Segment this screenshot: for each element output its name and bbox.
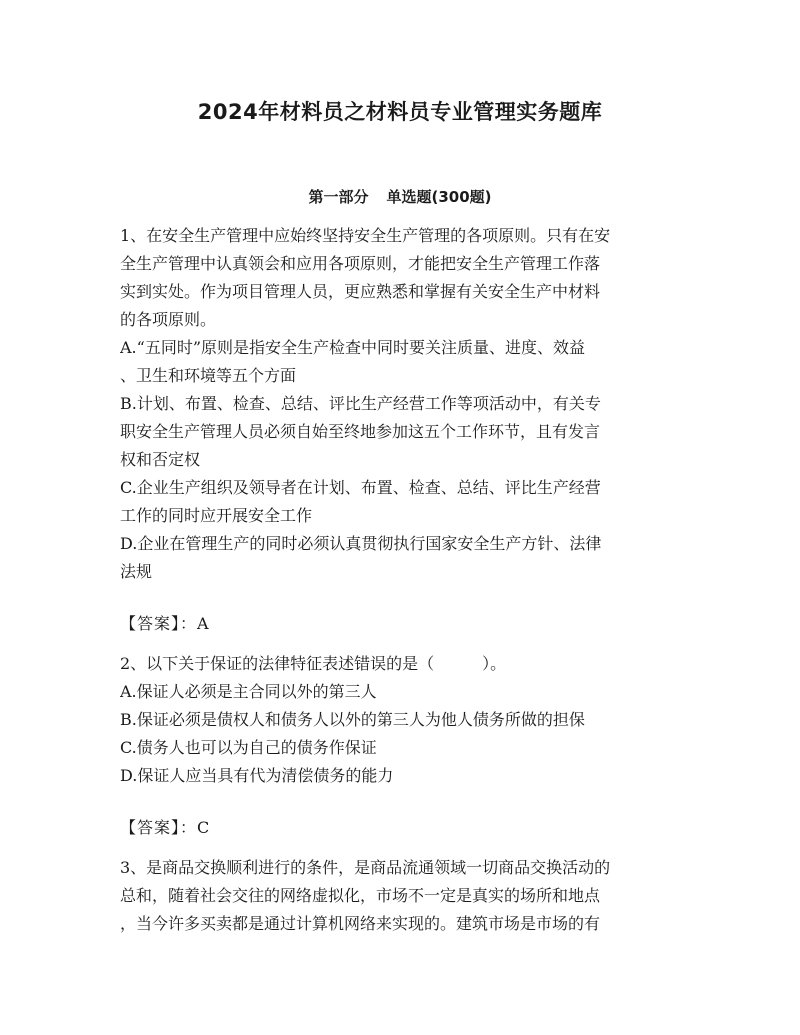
question-stem-line: 全生产管理中认真领会和应用各项原则，才能把安全生产管理工作落 [120,254,601,273]
option-line: 、卫生和环境等五个方面 [120,366,297,385]
question-stem-line: 1、在安全生产管理中应始终坚持安全生产管理的各项原则。只有在安 [120,226,611,245]
option-b [120,390,680,474]
answer-value: A [197,614,209,633]
option-a: A.保证人必须是主合同以外的第三人 [120,682,377,701]
option-line: 权和否定权 [120,450,201,469]
question-stem-line: 的各项原则。 [120,310,217,329]
option-c: C.债务人也可以为自己的债务作保证 [120,738,377,757]
section-part: 第一部分 [308,188,369,206]
document-title: 2024年材料员之材料员专业管理实务题库 [197,100,603,124]
option-a [120,334,680,390]
answer-line [120,814,680,842]
question-stem-line: 总和，随着社会交往的网络虚拟化，市场不一定是真实的场所和地点 [120,886,601,905]
question-1 [120,222,680,650]
option-line: 法规 [120,562,153,581]
option-d: D.保证人应当具有代为清偿债务的能力 [120,766,394,785]
question-3 [120,854,680,938]
question-list [120,222,680,938]
option-line: 工作的同时应开展安全工作 [120,506,313,525]
answer-value: C [197,818,210,837]
question-stem-line: 实到实处。作为项目管理人员，更应熟悉和掌握有关安全生产中材料 [120,282,601,301]
option-d [120,530,680,586]
option-line: D.企业在管理生产的同时必须认真贯彻执行国家安全生产方针、法律 [120,534,602,553]
answer-label: 【答案】： [120,614,198,633]
option-line: A.“五同时”原则是指安全生产检查中同时要关注质量、进度、效益 [120,338,586,357]
option-line: 职安全生产管理人员必须自始至终地参加这五个工作环节，且有发言 [120,422,601,441]
option-line: B.计划、布置、检查、总结、评比生产经营工作等项活动中，有关专 [120,394,601,413]
question-stem-line: 3、是商品交换顺利进行的条件，是商品流通领域一切商品交换活动的 [120,858,611,877]
question-stem-line: ，当今许多买卖都是通过计算机网络来实现的。建筑市场是市场的有 [120,914,601,933]
question-stem-line: 2、以下关于保证的法律特征表述错误的是（ ）。 [120,654,507,673]
option-line: C.企业生产组织及领导者在计划、布置、检查、总结、评比生产经营 [120,478,601,497]
section-name: 单选题(300题) [386,188,492,206]
answer-line [120,610,680,638]
answer-label: 【答案】： [120,818,198,837]
section-heading [0,186,800,207]
option-b: B.保证必须是债权人和债务人以外的第三人为他人债务所做的担保 [120,710,585,729]
question-2 [120,650,680,854]
option-c [120,474,680,530]
